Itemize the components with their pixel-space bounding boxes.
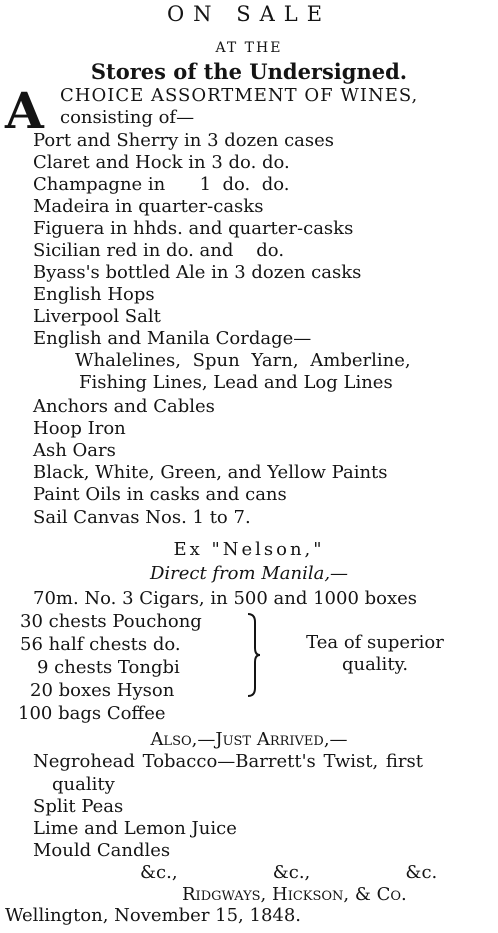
list-item: Hoop Iron [33, 418, 126, 439]
stores-title: Stores of the Undersigned. [90, 59, 408, 84]
list-item: Ash Oars [33, 440, 116, 461]
consisting-of-line: consisting of— [60, 107, 195, 128]
tea-item: 20 boxes Hyson [30, 680, 175, 701]
tea-note-line: Tea of superior [306, 632, 444, 653]
at-the-label: AT THE [215, 40, 283, 56]
tea-item: 30 chests Pouchong [20, 611, 202, 632]
cordage-detail-line: Whalelines, Spun Yarn, Amberline, [75, 350, 411, 371]
list-item: English Hops [33, 284, 155, 305]
list-item: Claret and Hock in 3 do. do. [33, 152, 290, 173]
tea-item: 56 half chests do. [20, 634, 181, 655]
list-item: English and Manila Cordage— [33, 328, 312, 349]
list-item: Paint Oils in casks and cans [33, 484, 287, 505]
list-item: Liverpool Salt [33, 306, 161, 327]
curly-brace-icon [245, 612, 261, 698]
list-item: Sicilian red in do. and do. [33, 240, 285, 261]
advert-heading: ON SALE [166, 2, 332, 26]
cordage-detail-line: Fishing Lines, Lead and Log Lines [79, 372, 393, 393]
tea-item: 9 chests Tongbi [37, 657, 180, 678]
list-item: Split Peas [33, 796, 124, 817]
dateline: Wellington, November 15, 1848. [5, 905, 302, 926]
merchant-signature: Ridgways, Hickson, & Co. [182, 884, 407, 905]
list-item: Sail Canvas Nos. 1 to 7. [33, 507, 251, 528]
tobacco-line: quality [52, 774, 115, 795]
list-item: Black, White, Green, and Yellow Paints [33, 462, 388, 483]
list-item: Champagne in 1 do. do. [33, 174, 290, 195]
drop-cap-letter: A [5, 81, 44, 140]
list-item: Figuera in hhds. and quarter-casks [33, 218, 354, 239]
etcetera-line: &c., &c., &c. [140, 862, 438, 883]
ship-name-line: Ex "Nelson," [173, 539, 325, 560]
list-item: Lime and Lemon Juice [33, 818, 237, 839]
list-item: Byass's bottled Ale in 3 dozen casks [33, 262, 362, 283]
tobacco-line: Negrohead Tobacco—Barrett's Twist, first [33, 751, 424, 772]
wines-intro-line: CHOICE ASSORTMENT OF WINES, [60, 85, 419, 106]
list-item: Madeira in quarter-casks [33, 196, 264, 217]
cigars-line: 70m. No. 3 Cigars, in 500 and 1000 boxes [33, 588, 418, 609]
origin-line: Direct from Manila,— [149, 563, 349, 584]
list-item: Port and Sherry in 3 dozen cases [33, 130, 335, 151]
also-arrived-line: Also,—Just Arrived,— [150, 729, 348, 750]
list-item: Anchors and Cables [33, 396, 215, 417]
list-item: Mould Candles [33, 840, 171, 861]
tea-note-line: quality. [341, 654, 409, 675]
coffee-line: 100 bags Coffee [18, 703, 166, 724]
tea-quality-note [295, 632, 455, 676]
